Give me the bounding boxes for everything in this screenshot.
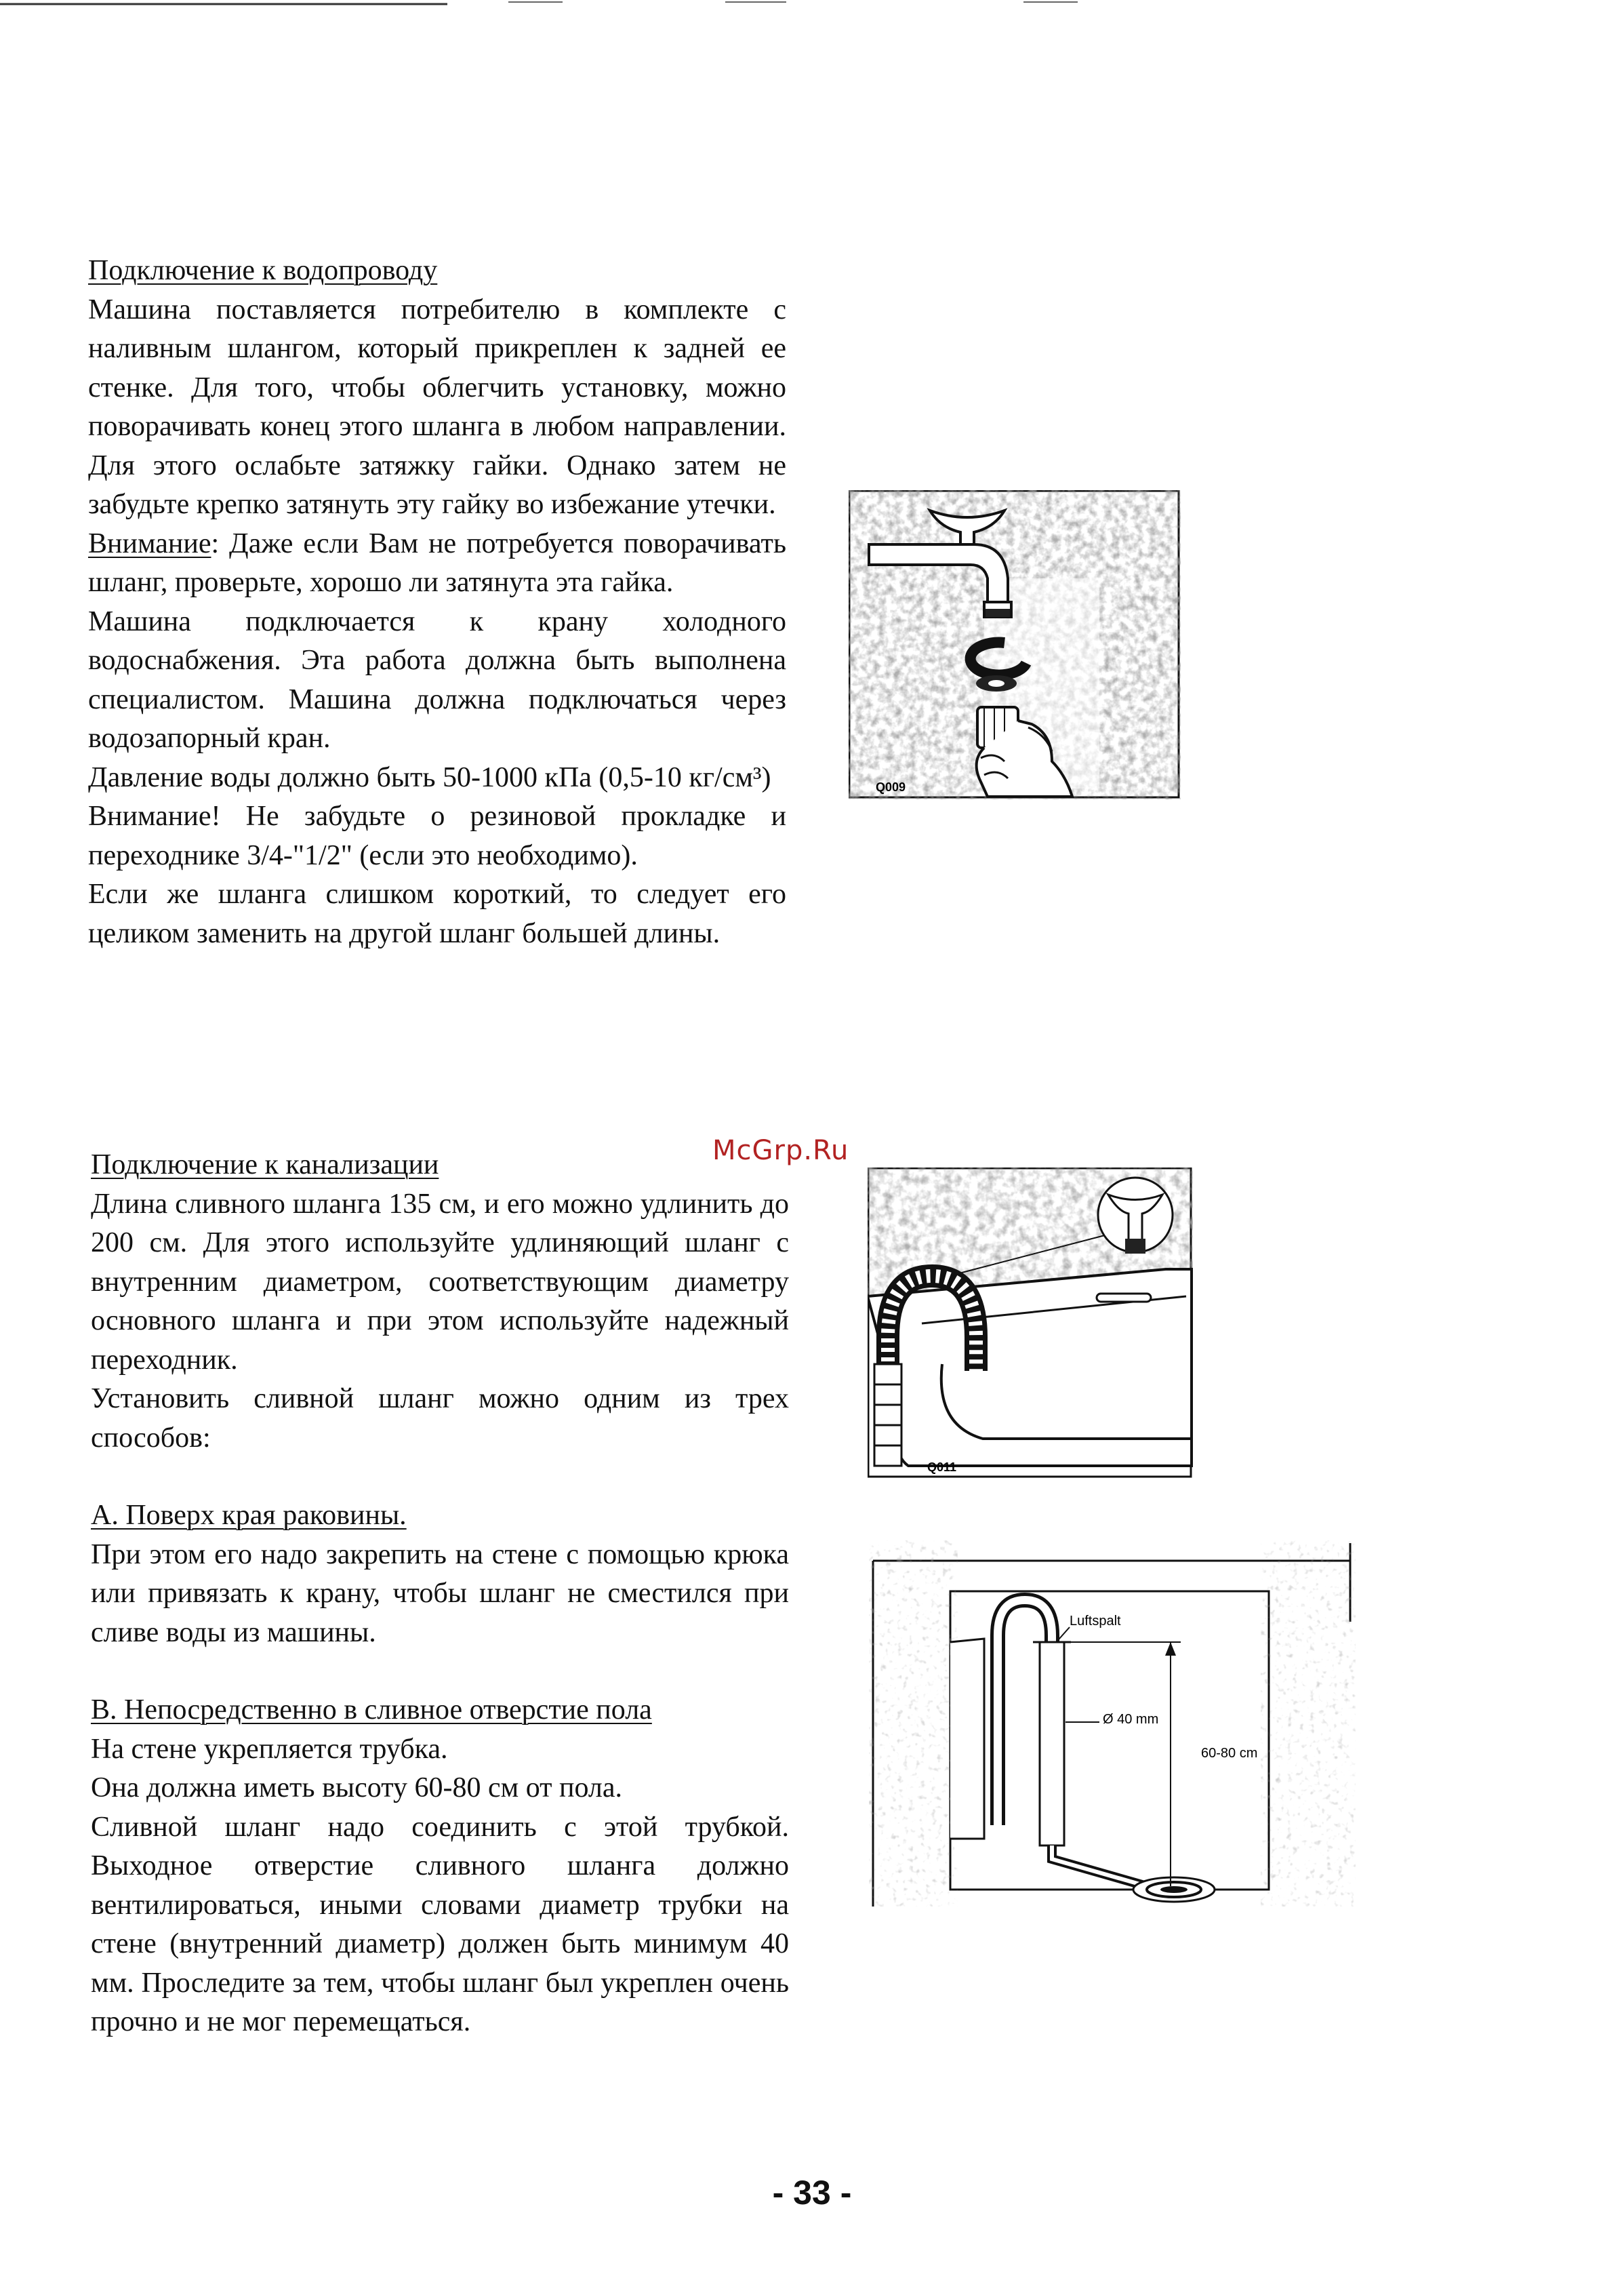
tap-connection-figure [849, 490, 1181, 799]
option-b-title: В. Непосредственно в сливное отверстие пола [91, 1694, 652, 1725]
water-section-title: Подключение к водопроводу [88, 255, 438, 286]
option-a-text: При этом его надо закрепить на стене с помощью крюка или привязать к крану, чтобы шланг не сместился при сливе воды из машины. [91, 1538, 789, 1648]
sink-figure-code: Q011 [927, 1460, 957, 1474]
option-b-line-1: На стене укрепляется трубка. [91, 1733, 448, 1765]
drain-paragraph-2: Установить сливной шланг можно одним из трех способов: [91, 1383, 789, 1454]
tap-figure-code: Q009 [876, 780, 906, 794]
water-paragraph-5: Если же шланга слишком короткий, то следует его целиком заменить на другой шланг большей длины. [88, 879, 786, 949]
spacer [91, 1652, 789, 1691]
standpipe-illustration [869, 1540, 1357, 1907]
attention-label: Внимание [88, 527, 211, 559]
spacer [91, 1458, 789, 1496]
scan-top-edge [0, 0, 1624, 8]
water-paragraph-4: Внимание! Не забудьте о резиновой прокладке и переходнике 3/4-"1/2" (если это необходимо). [88, 801, 786, 871]
page-number: - 33 - [772, 2174, 852, 2212]
height-label: 60-80 cm [1201, 1746, 1258, 1761]
sink-hose-figure [868, 1168, 1193, 1478]
option-b-line-2: Она должна иметь высоту 60-80 см от пола. [91, 1772, 623, 1803]
standpipe-figure [869, 1540, 1357, 1907]
air-gap-label: Luftspalt [1070, 1614, 1121, 1629]
drain-section [91, 1146, 789, 2042]
water-paragraph-3: Давление воды должно быть 50-1000 кПа (0,5-10 кг/см³) [88, 761, 771, 793]
water-paragraph-1: Машина поставляется потребителю в комплекте с наливным шлангом, который прикреплен к задней ее стенке. Для того, чтобы облегчить установку, можно поворачивать конец этого шланга в любом направлении. Для этого ослабьте затяжку гайки. Однако затем не забудьте крепко затянуть эту гайку во избежание утечки. [88, 294, 786, 520]
option-a-title: А. Поверх края раковины. [91, 1500, 407, 1531]
tap-illustration [849, 490, 1181, 799]
watermark: McGrp.Ru [712, 1135, 849, 1166]
water-attention [88, 525, 786, 603]
attention-text: : Даже если Вам не потребуется поворачивать шланг, проверьте, хорошо ли затянута эта гайка. [88, 527, 786, 598]
water-section [88, 252, 786, 953]
water-paragraph-2: Машина подключается к крану холодного водоснабжения. Эта работа должна быть выполнена специалистом. Машина должна подключаться через водозапорный кран. [88, 605, 786, 754]
drain-paragraph-1: Длина сливного шланга 135 см, и его можно удлинить до 200 см. Для этого используйте удлиняющий шланг с внутренним диаметром, соответствующим диаметру основного шланга и при этом используйте надежный переходник. [91, 1188, 789, 1376]
diameter-label: Ø 40 mm [1103, 1712, 1159, 1727]
drain-section-title: Подключение к канализации [91, 1149, 439, 1180]
option-b-line-3: Сливной шланг надо соединить с этой трубкой. Выходное отверстие сливного шланга должно вентилироваться, иными словами диаметр трубки на стене (внутренний диаметр) должен быть минимум 40 мм. Проследите за тем, чтобы шланг был укреплен очень прочно и не мог перемещаться. [91, 1811, 789, 2037]
sink-illustration [868, 1168, 1193, 1478]
